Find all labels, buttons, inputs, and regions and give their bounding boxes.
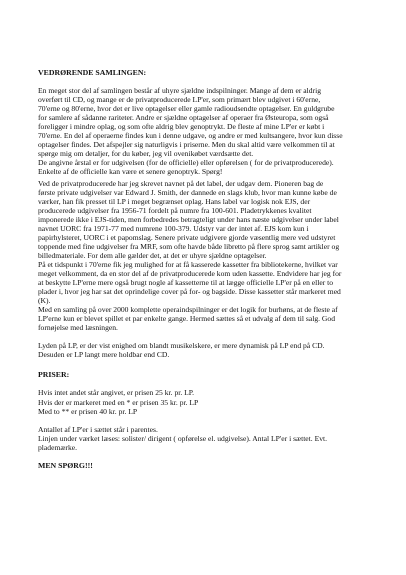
price-line-one-star: Hvis der er markeret med en * er prisen 35 kr. pr. LP (38, 397, 199, 407)
reading-notes: Antallet af LP'er i sættet står i parentes. Linjen under værket læses: solister/ dirigent ( opførelse el. udgivelse). Antal LP'er i sættet. Evt. plademærke. (38, 424, 328, 452)
prices-heading: PRISER: (38, 370, 70, 380)
intro-paragraph: En meget stor del af samlingen består af uhyre sjældne indspilninger. Mange af dem er aldrig overført til CD, og mange er de privatproducerede LP'er, som primært blev udgivet i 60'erne, 70'erne og 80'erne, hvor det er live optagelser eller gamle radioudsendte optagelser. En guldgrube for samlere af sådanne rariteter. Andre er sjældne optagelser af operaer fra Østeuropa, som også foreligger i mindre oplag, og som ofte aldrig blev genoptrykt. De fleste af mine LP'er er købt i 70'erne. En del af operaerne findes kun i denne udgave, og andre er med kultsangere, hvor kun disse optagelser findes. Det afspejler sig naturligvis i priserne. Men du skal altid være velkommen til at spørge mig om detaljer, for du køber, jeg vil ovenikøbet værdsætte det. De angivne årstal er for udgivelsen (for de officielle) eller opførelsen ( for de privatproducerede). Enkelte af de officielle kan være et senere genoptryk. Spørg! (38, 86, 343, 177)
closing-line: MEN SPØRG!!! (38, 460, 93, 470)
private-labels-paragraph: Ved de privatproducerede har jeg skrevet navnet på det label, der udgav dem. Pioneren bag de første private udgivelser var Edward J. Smith, der dannede en slags klub, hvor man kunne købe de værker, han fik presset til LP i meget begrænset oplag. Hans label var logisk nok EJS, der producerede udgivelser fra 1956-71 fordelt på numre fra 100-601. Pladetrykkenes kvalitet imponerede ikke i EJS-tiden, men forbedredes betragteligt under hans næste udgivelser under label navnet UORC fra 1971-77 med numrene 100-379. Udstyr var der intet af. EJS kom kun i papirhylsteret, UORC i et papomslag. Senere private udgivere gjorde væsentlig mere ved udstyret toppende med fine udgivelser fra MRF, som ofte havde både libretto på flere sprog samt artikler og billedmateriale. For dem alle gælder det, at det er uhyre sjældne optagelser. På et tidspunkt i 70'erne fik jeg mulighed for at få kasserede kassetter fra bibliotekerne, hvilket var meget velkomment, da en stor del af de privatproducerede kom uden kassette. Endvidere har jeg for at beskytte LP'erne mere også brugt nogle af kassetterne til at lægge officielle LP'er på en eller to plader i, hvor jeg har sat det oprindelige cover på for- og bagside. Disse kassetter står markeret med (K). Med en samling på over 2000 komplette operaindspilninger er det logik for burhøns, at de fleste af LP'erne kun er blevet spillet et par enkelte gange. Hermed sættes så et udvalg af dem til salg. God fornøjelse med læsningen. (38, 178, 342, 333)
spacer (38, 416, 362, 425)
spacer (38, 452, 362, 461)
price-line-two-stars: Med to ** er prisen 40 kr. pr. LP (38, 406, 138, 416)
sound-paragraph: Lyden på LP, er der vist enighed om blandt musikelskere, er mere dynamisk på LP end på CD. Desuden er LP langt mere holdbar end CD. (38, 341, 325, 360)
price-line-default: Hvis intet andet står angivet, er prisen 25 kr. pr. LP. (38, 388, 195, 398)
spacer (38, 359, 362, 370)
collection-heading: VEDRØRENDE SAMLINGEN: (38, 68, 147, 77)
spacer (38, 332, 362, 341)
